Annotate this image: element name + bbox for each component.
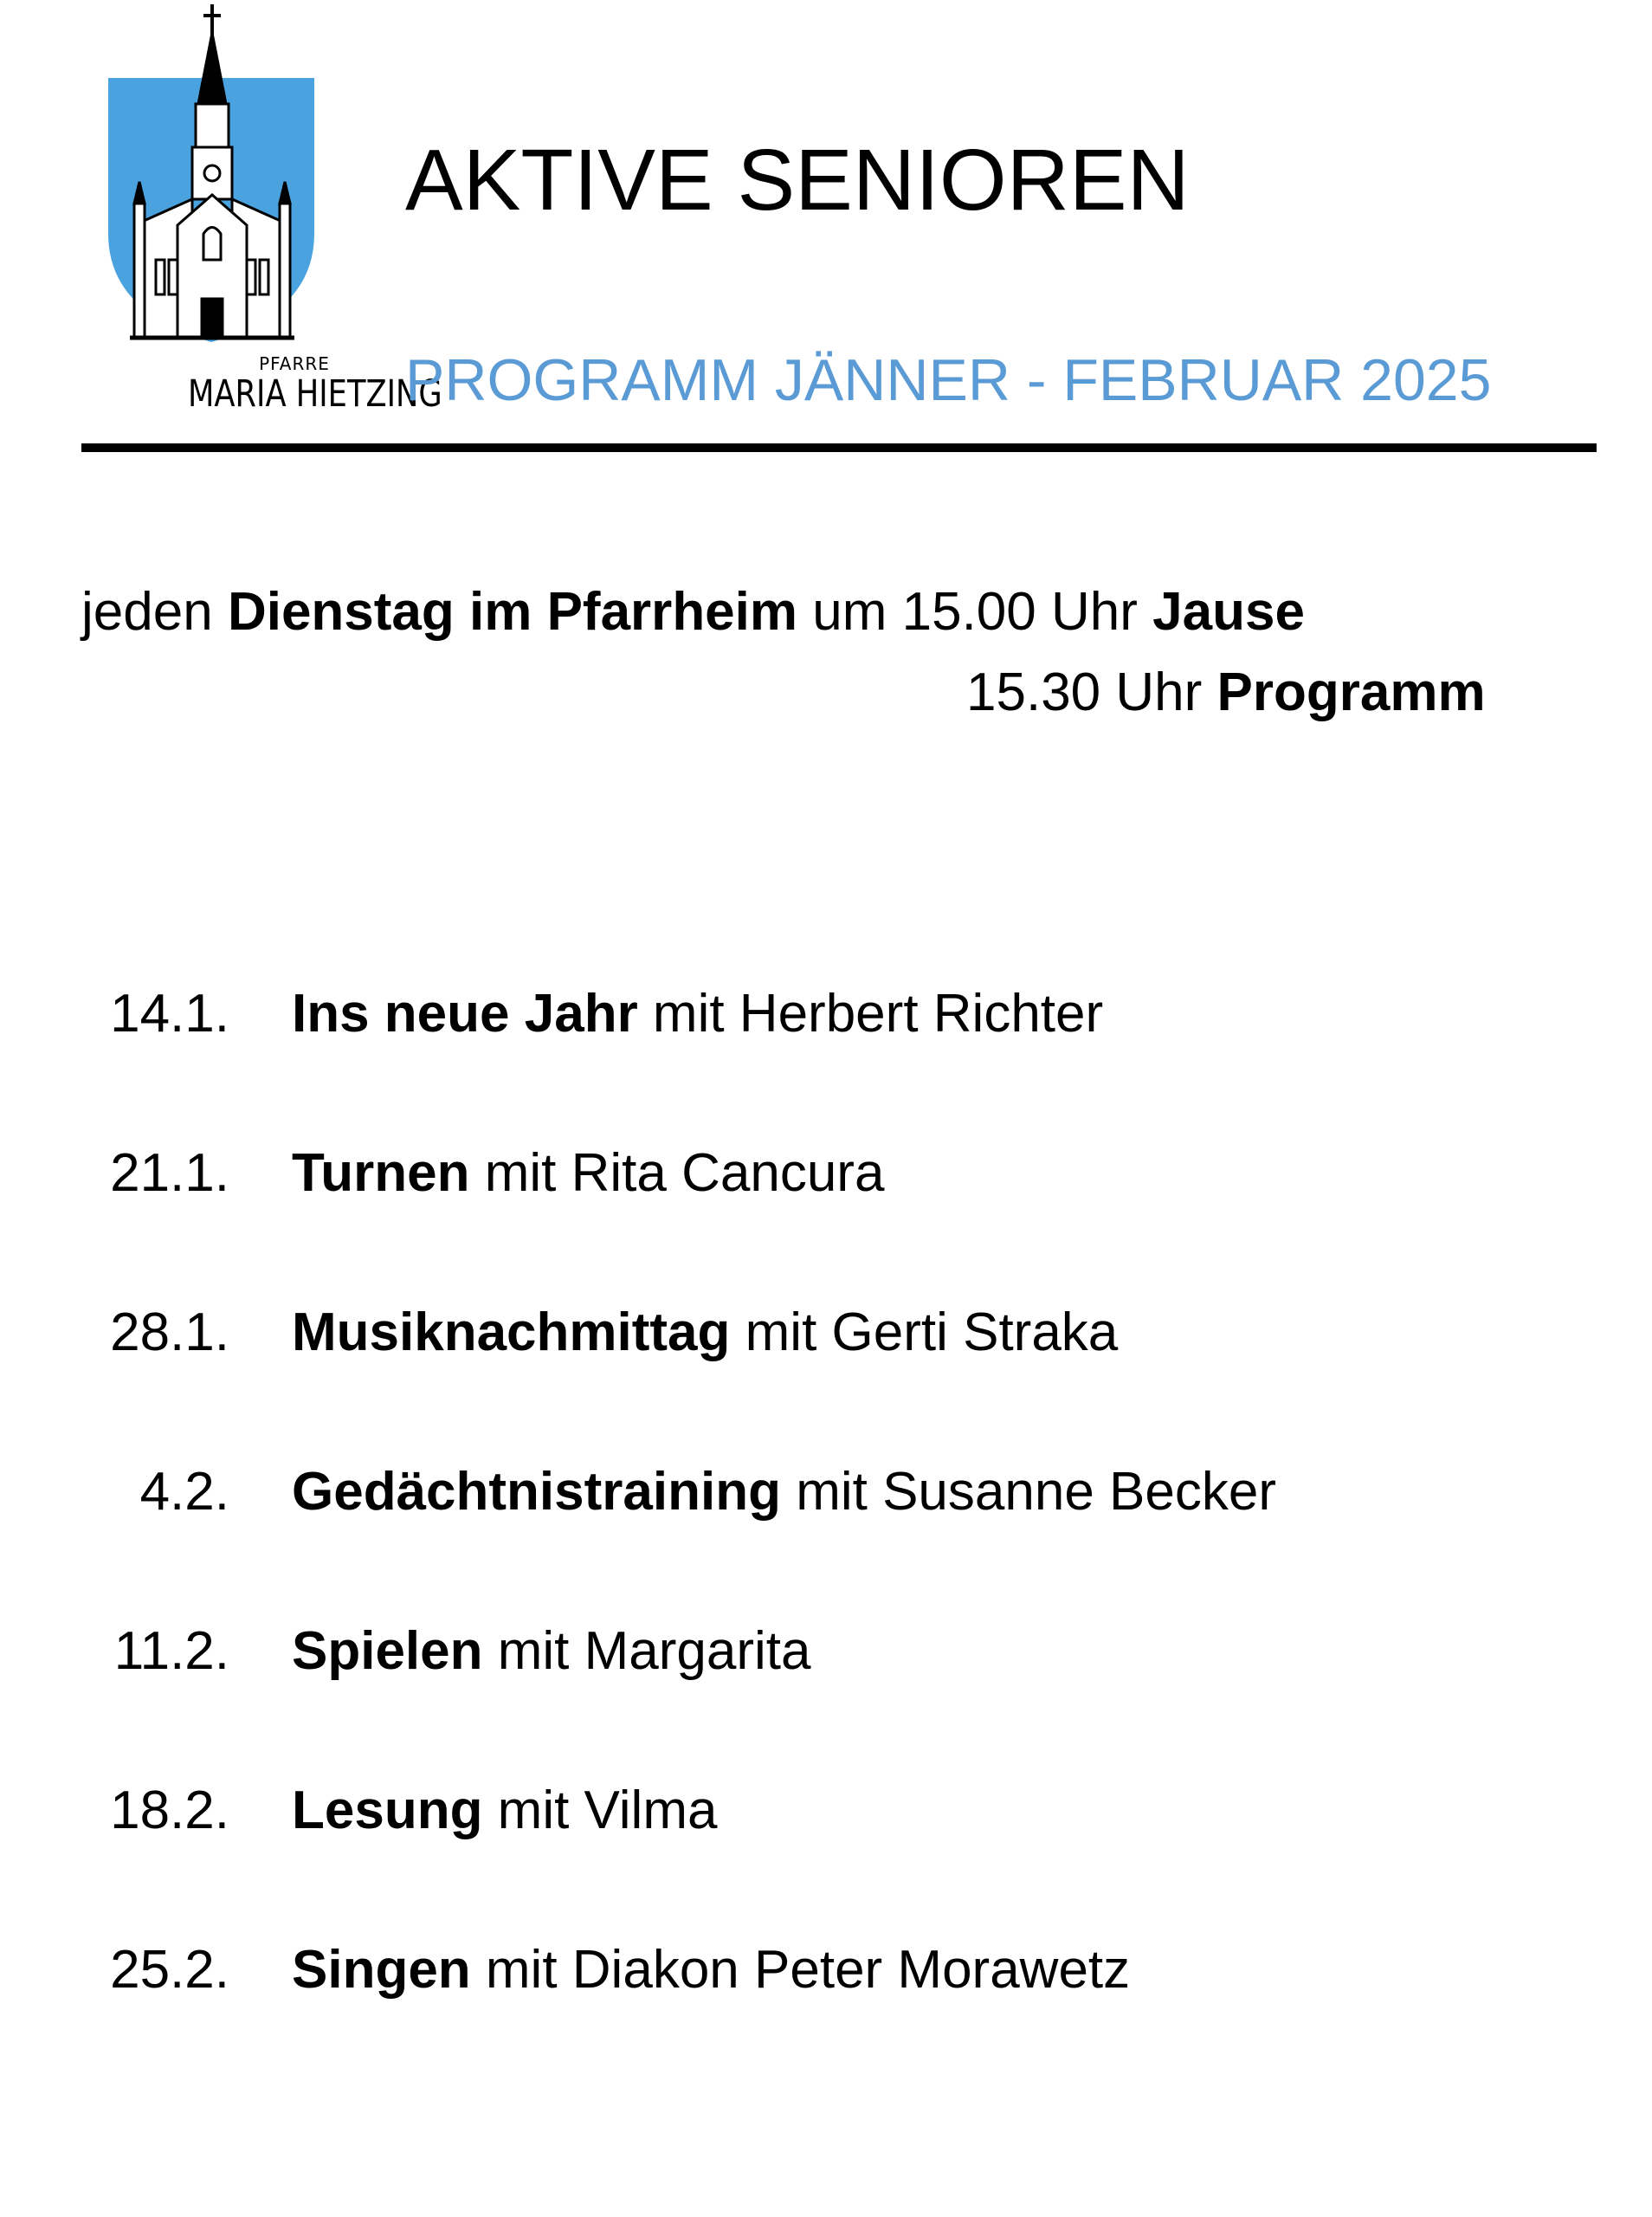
event-title: Spielen [292, 1621, 483, 1681]
event-description [292, 1143, 885, 1203]
event-title: Singen [292, 1940, 471, 2000]
event-host: mit Margarita [482, 1621, 811, 1681]
event-date: 11.2. [113, 1621, 229, 1681]
logo-parish-name: MARIA HIETZING [188, 372, 442, 416]
list-item [95, 1302, 1567, 1465]
schedule-second-time: 15.30 Uhr [966, 663, 1217, 722]
schedule-prefix: jeden [81, 582, 228, 642]
event-description [292, 1462, 1277, 1522]
event-host: mit Vilma [482, 1781, 718, 1840]
list-item [95, 1781, 1567, 1943]
list-item [95, 1143, 1567, 1306]
list-item [95, 1621, 1567, 1784]
event-description [292, 1621, 811, 1681]
event-date: 4.2. [139, 1462, 229, 1522]
event-title: Turnen [292, 1143, 470, 1203]
event-description [292, 984, 1104, 1044]
event-date: 28.1. [110, 1302, 229, 1362]
event-host: mit Gerti Straka [730, 1302, 1119, 1362]
event-title: Musiknachmittag [292, 1302, 731, 1362]
event-list [95, 984, 1567, 2103]
event-title: Ins neue Jahr [292, 984, 638, 1044]
event-host: mit Susanne Becker [780, 1462, 1277, 1522]
parish-logo [82, 0, 442, 424]
logo-small-text: PFARRE [259, 353, 330, 374]
schedule-place: Dienstag im Pfarrheim [227, 582, 798, 642]
schedule-first-label: Jause [1152, 582, 1305, 642]
church-shield-icon [82, 0, 342, 355]
event-date: 21.1. [110, 1143, 229, 1203]
list-item [95, 984, 1567, 1147]
event-host: mit Herbert Richter [637, 984, 1104, 1044]
list-item [95, 1462, 1567, 1625]
page-title: AKTIVE SENIOREN [405, 132, 1190, 229]
event-date: 18.2. [110, 1781, 229, 1840]
event-description [292, 1940, 1131, 2000]
schedule-line-1 [81, 582, 1305, 642]
header-divider [81, 443, 1597, 452]
event-title: Lesung [292, 1781, 483, 1840]
event-description [292, 1302, 1119, 1362]
event-host: mit Diakon Peter Morawetz [470, 1940, 1131, 2000]
schedule-first-time: um 15.00 Uhr [797, 582, 1153, 642]
schedule-line-2 [966, 663, 1486, 722]
event-date: 25.2. [110, 1940, 229, 2000]
event-host: mit Rita Cancura [469, 1143, 885, 1203]
event-description [292, 1781, 718, 1840]
event-title: Gedächtnistraining [292, 1462, 781, 1522]
event-date: 14.1. [110, 984, 229, 1044]
schedule-second-label: Programm [1216, 663, 1486, 722]
list-item [95, 1940, 1567, 2103]
page-subtitle: PROGRAMM JÄNNER - FEBRUAR 2025 [405, 347, 1492, 413]
